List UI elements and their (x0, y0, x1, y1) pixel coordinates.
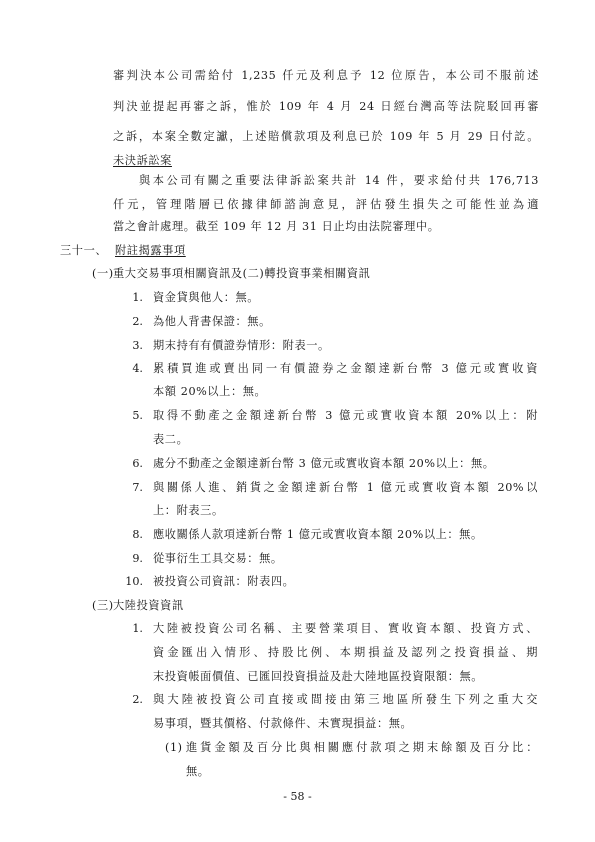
item-4-number: 4. (132, 362, 143, 375)
item-5-text-line-1: 取得不動產之金額達新台幣 3 億元或實收資本額 20%以上：附 (153, 409, 538, 422)
subsection-3-title: 大陸投資資訊 (113, 599, 184, 612)
mainland-item-1-line-1: 大陸被投資公司名稱、主要營業項目、實收資本額、投資方式、 (153, 622, 538, 635)
item-6-number: 6. (132, 457, 143, 470)
para1-line-3: 之訴，本案全數定讞，上述賠償款項及利息已於 109 年 5 月 29 日付訖。 (113, 130, 539, 143)
section-title: 附註揭露事項 (115, 244, 186, 257)
item-8-text: 應收關係人款項達新台幣 1 億元或實收資本額 20%以上：無。 (153, 528, 483, 541)
item-2-number: 2. (132, 315, 143, 328)
item-7-number: 7. (132, 481, 143, 494)
mainland-subitem-1-line-1: 進貨金額及百分比與相關應付款項之期末餘額及百分比： (186, 741, 538, 754)
mainland-item-2-number: 2. (132, 693, 143, 706)
para2-line-2: 仟元，管理階層已依據律師諮詢意見，評估發生損失之可能性並為適 (113, 198, 539, 211)
page-number: - 58 - (283, 790, 312, 803)
pending-litigation-heading: 未決訴訟案 (113, 154, 172, 167)
item-5-text-line-2: 表二。 (153, 433, 189, 446)
mainland-item-1-line-2: 資金匯出入情形、持股比例、本期損益及認列之投資損益、期 (153, 646, 538, 659)
item-7-text-line-2: 上：附表三。 (153, 504, 224, 517)
item-1-number: 1. (132, 291, 143, 304)
item-1-text: 資金貸與他人：無。 (153, 291, 260, 304)
item-7-text-line-1: 與關係人進、銷貨之金額達新台幣 1 億元或實收資本額 20%以 (153, 481, 538, 494)
item-9-number: 9. (132, 552, 143, 565)
item-5-number: 5. (132, 409, 143, 422)
mainland-item-1-number: 1. (132, 622, 143, 635)
subsection-1-title: 重大交易事項相關資訊及(二)轉投資事業相關資訊 (113, 267, 371, 280)
para1-line-2: 判決並提起再審之訴，惟於 109 年 4 月 24 日經台灣高等法院駁回再審 (113, 100, 539, 113)
section-number: 三十一、 (60, 244, 108, 257)
item-6-text: 處分不動產之金額達新台幣 3 億元或實收資本額 20%以上：無。 (153, 457, 495, 470)
item-3-number: 3. (132, 339, 143, 352)
para2-line-3: 當之會計處理。截至 109 年 12 月 31 日止均由法院審理中。 (113, 220, 440, 233)
item-8-number: 8. (132, 528, 143, 541)
item-3-text: 期末持有有價證券情形：附表一。 (153, 339, 330, 352)
item-4-text-line-2: 本額 20%以上：無。 (153, 385, 267, 398)
mainland-subitem-1-line-2: 無。 (186, 765, 210, 778)
subsection-3-label: (三) (92, 599, 114, 612)
item-10-number: 10. (125, 575, 143, 588)
mainland-item-2-line-1: 與大陸被投資公司直接或間接由第三地區所發生下列之重大交 (153, 693, 538, 706)
para1-line-1: 審判決本公司需給付 1,235 仟元及利息予 12 位原告，本公司不服前述 (113, 69, 539, 82)
mainland-item-1-line-3: 末投資帳面價值、已匯回投資損益及赴大陸地區投資限額：無。 (153, 670, 484, 683)
para2-line-1: 與本公司有關之重要法律訴訟案共計 14 件，要求給付共 176,713 (139, 174, 539, 187)
mainland-item-2-line-2: 易事項，暨其價格、付款條件、未實現損益：無。 (153, 717, 413, 730)
subsection-1-label: (一) (92, 267, 114, 280)
mainland-subitem-1-number: (1) (165, 741, 183, 754)
item-2-text: 為他人背書保證：無。 (153, 315, 271, 328)
item-10-text: 被投資公司資訊：附表四。 (153, 575, 295, 588)
item-9-text: 從事衍生工具交易：無。 (153, 552, 283, 565)
item-4-text-line-1: 累積買進或賣出同一有價證券之金額達新台幣 3 億元或實收資 (153, 362, 538, 375)
